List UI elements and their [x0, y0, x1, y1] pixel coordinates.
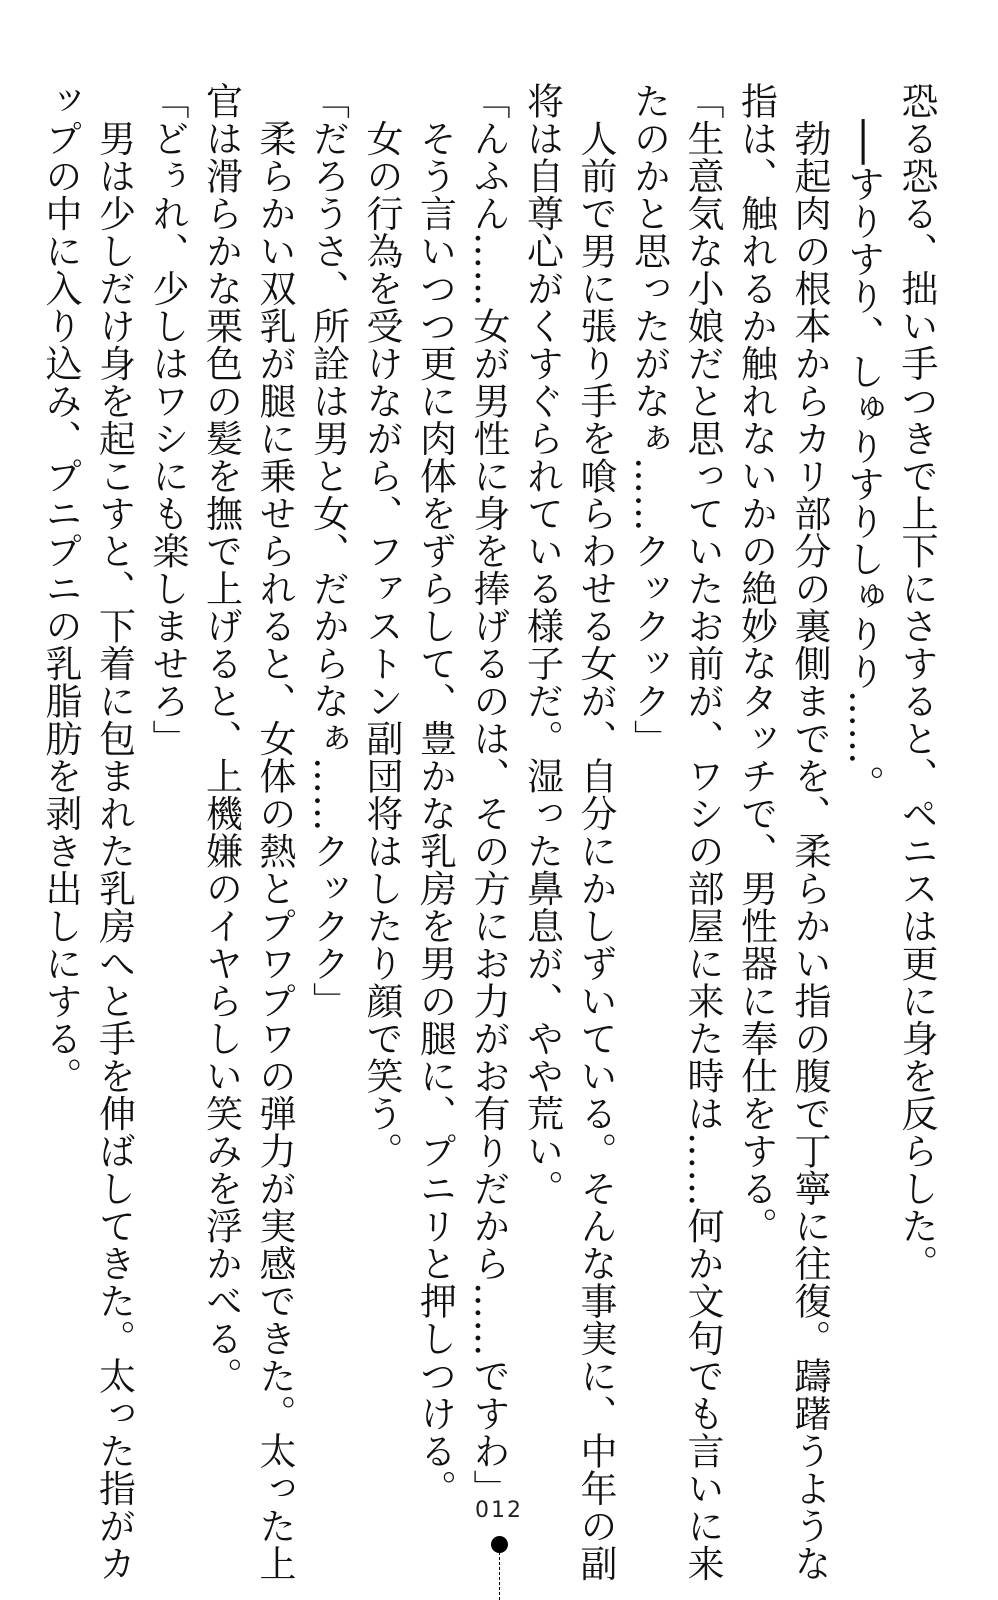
text-line-16: 男は少しだけ身を起こすと、下着に包まれた乳房へと手を伸ばしてきた。太った指がカ: [92, 82, 136, 1582]
text-line-5: 「生意気な小娘だと思っていたお前が、ワシの部屋に来た時は……何か文句でも言いに来: [681, 82, 724, 1582]
text-line-15: 「どぅれ、少しはワシにも楽しませろ」: [146, 82, 189, 757]
text-line-1: 恐る恐る、拙い手つきで上下にさすると、ペニスは更に身を反らした。: [895, 82, 938, 1282]
text-line-4: 指は、触れるか触れないかの絶妙なタッチで、男性器に奉仕をする。: [734, 82, 778, 1245]
text-line-6: たのかと思ったがなぁ……クックック」: [627, 82, 671, 757]
text-line-10: そう言いつつ更に肉体をずらして、豊かな乳房を男の腿に、プニリと押しつける。: [413, 82, 457, 1507]
text-line-8: 将は自尊心がくすぐられている様子だ。湿った鼻息が、やや荒い。: [520, 82, 564, 1207]
text-line-11: 女の行為を受けながら、ファストン副団将はしたり顔で笑う。: [360, 82, 403, 1170]
text-line-9: 「んふん……女が男性に身を捧げるのは、その方にお力がお有りだから……ですわ」: [467, 82, 510, 1507]
page-marker-dotted-line: [499, 1552, 500, 1600]
page-number: 012: [475, 1498, 523, 1523]
text-line-17: ップの中に入り込み、プニプニの乳脂肪を剥き出しにする。: [39, 82, 82, 1095]
text-line-3: 勃起肉の根本からカリ部分の裏側までを、柔らかい指の腹で丁寧に往復。躊躇うような: [788, 82, 831, 1582]
text-line-13: 柔らかい双乳が腿に乗せられると、女体の熱とプワプワの弾力が実感できた。太った上: [253, 82, 296, 1582]
text-line-14: 官は滑らかな栗色の髪を撫で上げると、上機嫌のイヤらしい笑みを浮かべる。: [199, 82, 243, 1395]
text-line-7: 人前で男に張り手を喰らわせる女が、自分にかしずいている。そんな事実に、中年の副: [574, 82, 617, 1582]
text-line-12: 「だろうさ、所詮は男と女、だからなぁ……クックク」: [306, 82, 350, 1020]
page-marker-dot: [491, 1536, 508, 1553]
text-line-2: ──すりすり、しゅりすりしゅりり……。: [841, 82, 885, 803]
